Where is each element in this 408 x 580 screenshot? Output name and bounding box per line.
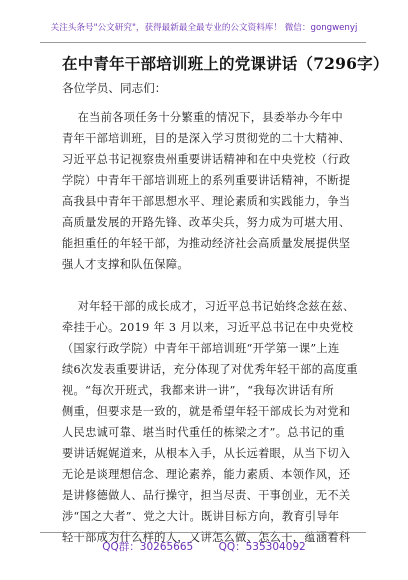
header-promo-note: 关注头条号"公文研究"，获得最新最全最专业的公文资料库！ 微信：gongwenyj xyxy=(50,23,358,33)
body-line: 高质量发展的开路先锋、改革尖兵，努力成为可堪大用、 xyxy=(62,216,351,229)
body-line: 在当前各项任务十分繁重的情况下，县委举办今年中 xyxy=(62,111,343,124)
body-line: 是讲修德做人、品行操守，担当尽责、干事创业，无不关 xyxy=(62,489,351,502)
document-body xyxy=(62,107,362,548)
body-line: 侧重，但要求是一致的，就是希望年轻干部成长为对党和 xyxy=(62,405,351,418)
header-divider xyxy=(40,42,366,43)
body-line: （国家行政学院）中青年干部培训班“开学第一课”上连 xyxy=(62,342,340,355)
body-line: 学院）中青年干部培训班上的系列重要讲话精神，不断提 xyxy=(62,174,351,187)
body-line: 无论是谈理想信念、理论素养，能力素质、本领作风，还 xyxy=(62,468,351,481)
body-line: 青年干部培训班，目的是深入学习贯彻党的二十大精神、 xyxy=(62,132,351,145)
body-line: 牵挂于心。2019 年 3 月以来，习近平总书记在中央党校 xyxy=(62,321,354,334)
footer-qq: QQ：535304092 xyxy=(218,541,306,553)
body-line: 视。“每次开班式，我都来讲一讲”，“我每次讲话有所 xyxy=(62,384,335,397)
body-line: 强人才支撑和队伍保障。 xyxy=(62,258,189,271)
body-line: 要讲话娓娓道来，从根本入手，从长远着眼，从当下切入 xyxy=(62,447,351,460)
footer-contact xyxy=(0,539,408,554)
body-line: 高我县中青年干部思想水平、理论素质和实践能力，争当 xyxy=(62,195,351,208)
body-line: 涉“国之大者”、党之大计。既讲目标方向，教育引导年 xyxy=(62,510,340,523)
body-line: 对年轻干部的成长成才，习近平总书记始终念兹在兹、 xyxy=(62,300,355,313)
footer-qq-group: QQ群：30265665 xyxy=(102,541,194,553)
document-title: 在中青年干部培训班上的党课讲话（7296字） xyxy=(62,54,389,73)
body-line: 人民忠诚可靠、堪当时代重任的栋梁之才”。总书记的重 xyxy=(62,426,345,439)
footer-divider xyxy=(40,532,366,533)
body-line xyxy=(62,275,362,296)
body-line: 轻干部成为什么样的人，又讲怎么做、怎么干，蕴涵着科 xyxy=(62,531,351,544)
body-line: 习近平总书记视察贵州重要讲话精神和在中央党校（行政 xyxy=(62,153,351,166)
salutation: 各位学员、同志们： xyxy=(62,81,167,95)
body-line: 续6次发表重要讲话，充分体现了对优秀年轻干部的高度重 xyxy=(62,363,358,376)
body-line: 能担重任的年轻干部，为推动经济社会高质量发展提供坚 xyxy=(62,237,351,250)
